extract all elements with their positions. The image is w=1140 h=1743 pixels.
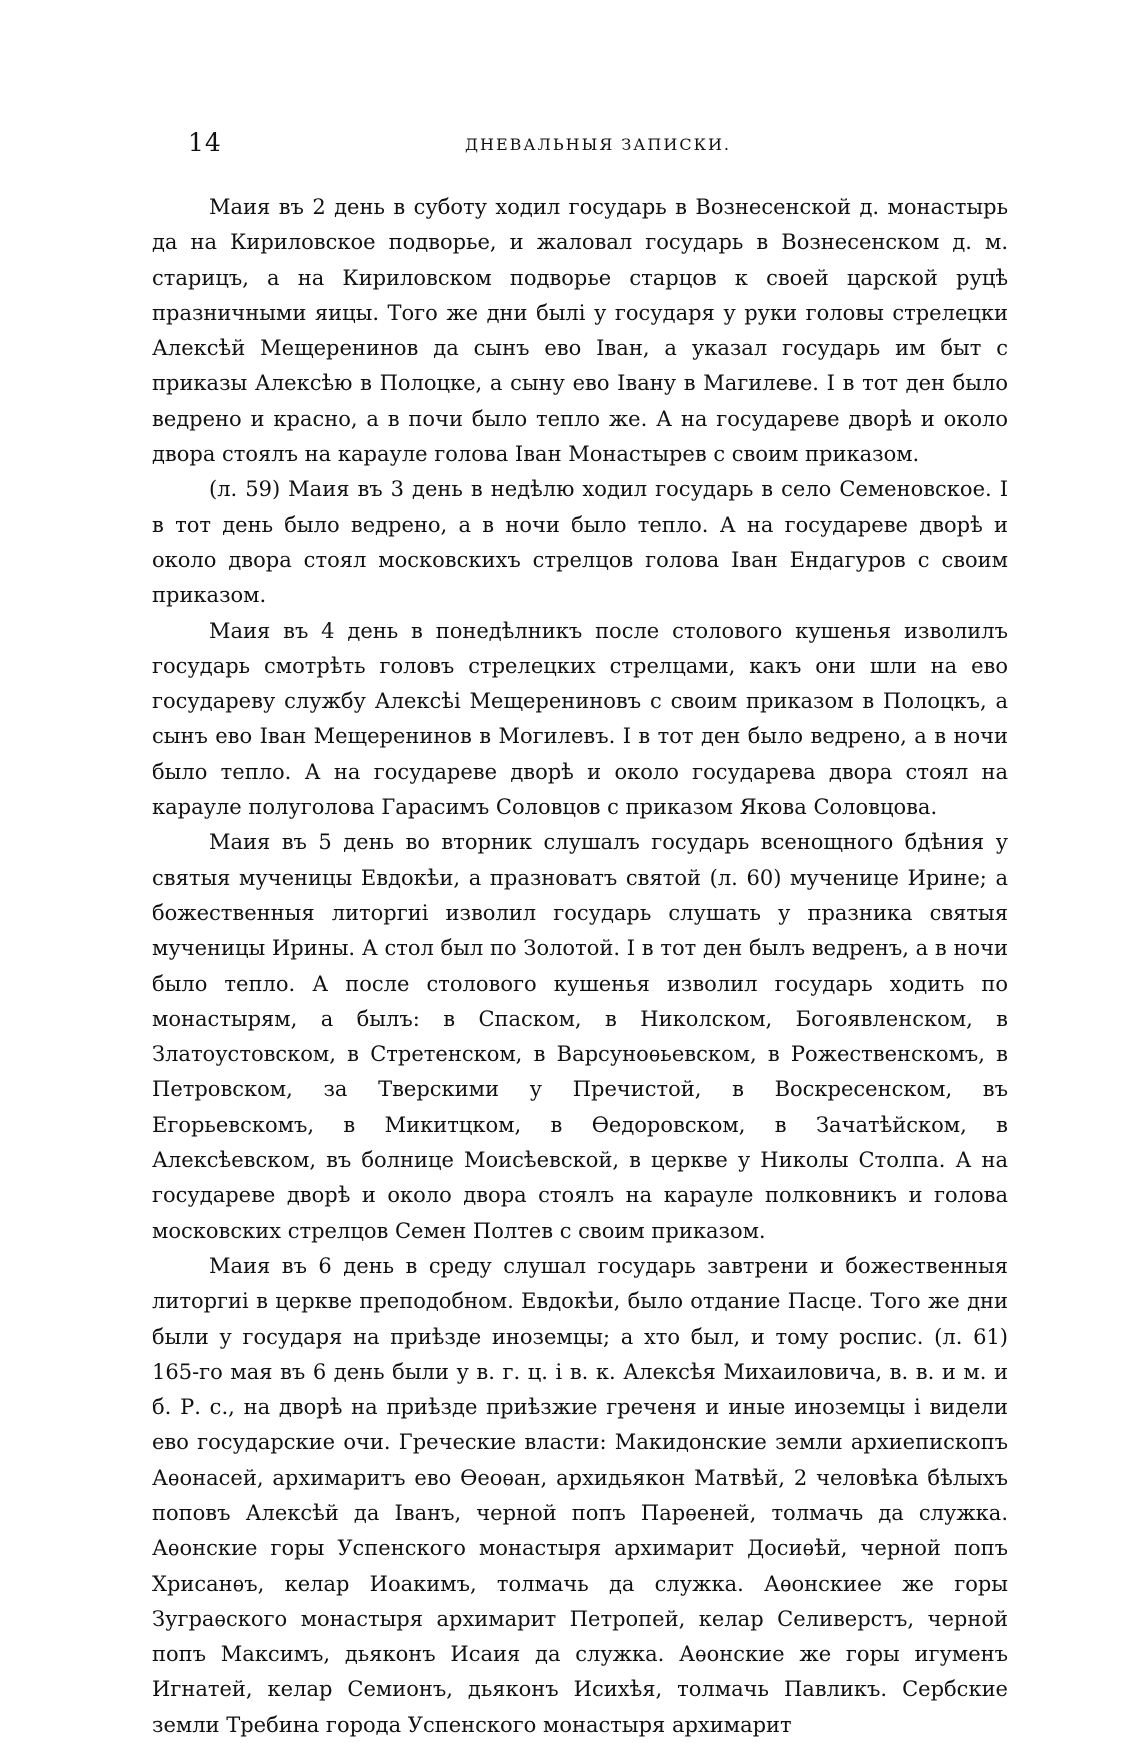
page-number: 14 [188,128,222,157]
paragraph-may-5: Маия въ 5 день во вторник слушалъ государь всенощного бдѣния у святыя мученицы Евдокѣи, а празноватъ святой (л. 60) мученице Ирине; а божественныя литоргиі изволил государь слушать у празника святыя мученицы Ирины. А стол был по Золотой. І в тот ден былъ ведренъ, а в ночи было тепло. А после столового кушенья изволил государь ходить по монастырям, а былъ: в Спаском, в Николском, Богоявленском, в Златоустовском, в Стретенском, в Варсуноѳьевском, в Рожественскомъ, в Петровском, за Тверскими у Пречистой, в Воскресенском, въ Егорьевскомъ, в Микитцком, в Ѳедоровском, в Зачатѣйском, в Алексѣевском, въ болнице Моисѣевской, в церкве у Николы Столпа. А на государеве дворѣ и около двора стоялъ на карауле полковникъ и голова московских стрелцов Семен Полтев с своим приказом. [152,830,1008,1243]
paragraph-may-3: (л. 59) Маия въ 3 день в недѣлю ходил государь в село Семеновское. І в тот день было ведрено, а в ночи было тепло. А на государеве дворѣ и около двора стоял московскихъ стрелцов голова Іван Ендагуров с своим приказом. [152,477,1008,608]
paragraph-may-6: Маия въ 6 день в среду слушал государь завтрени и божественныя литоргиі в церкве преподобном. Евдокѣи, было отдание Пасце. Того же дни были у государя на приѣзде иноземцы; а хто был, и тому роспис. (л. 61) 165-го мая въ 6 день были у в. г. ц. і в. к. Алексѣя Михаиловича, в. в. и м. и б. Р. с., на дворѣ на приѣзде приѣзжие греченя и иные иноземцы і видели ево государские очи. Греческие власти: Макидонские земли архиепископъ Аѳонасей, архимаритъ ево Ѳеоѳан, архидьякон Матвѣй, 2 человѣка бѣлыхъ поповъ Алексѣй да Іванъ, черной попъ Парѳеней, толмачь да служка. Аѳонские горы Успенского монастыря архимарит Досиѳѣй, черной попъ Хрисанѳъ, келар Иоакимъ, толмачь да служка. Аѳонскиее же горы Зуграѳского монастыря архимарит Петропей, келар Селиверстъ, черной попъ Максимъ, дьяконъ Исаия да служка. Аѳонские же горы игуменъ Игнатей, келар Семионъ, дьяконъ Исихѣя, толмачь Павликъ. Сербские земли Требина города Успенского монастыря архимарит [152,1253,1008,1737]
page-header [188,128,1008,168]
paragraph-may-4: Маия въ 4 день в понедѣлникъ после столового кушенья изволилъ государь смотрѣть головъ стрелецких стрелцами, какъ они шли на ево государеву службу Алексѣі Мещерениновъ с своим приказом в Полоцкъ, а сынъ ево Іван Мещеренинов в Могилевъ. І в тот ден было ведрено, а в ночи было тепло. А на государеве дворѣ и около государева двора стоял на карауле полуголова Гарасимъ Соловцов с приказом Якова Соловцова. [152,618,1008,820]
running-title: ДНЕВАЛЬНЫЯ ЗАПИСКИ. [464,135,731,154]
paragraph-may-2: Маия въ 2 день в суботу ходил государь в Вознесенской д. монастырь да на Кириловское подворье, и жаловал государь в Вознесенском д. м. старицъ, а на Кириловском подворье старцов к своей царской руцѣ празничными яицы. Того же дни былі у государя у руки головы стрелецки Алексѣй Мещеренинов да сынъ ево Іван, а указал государь им быт с приказы Алексѣю в Полоцке, а сыну ево Івану в Магилеве. І в тот ден было ведрено и красно, а в почи было тепло же. А на государеве дворѣ и около двора стоялъ на карауле голова Іван Монастырев с своим приказом. [152,195,1008,467]
body-text [152,190,1008,1743]
